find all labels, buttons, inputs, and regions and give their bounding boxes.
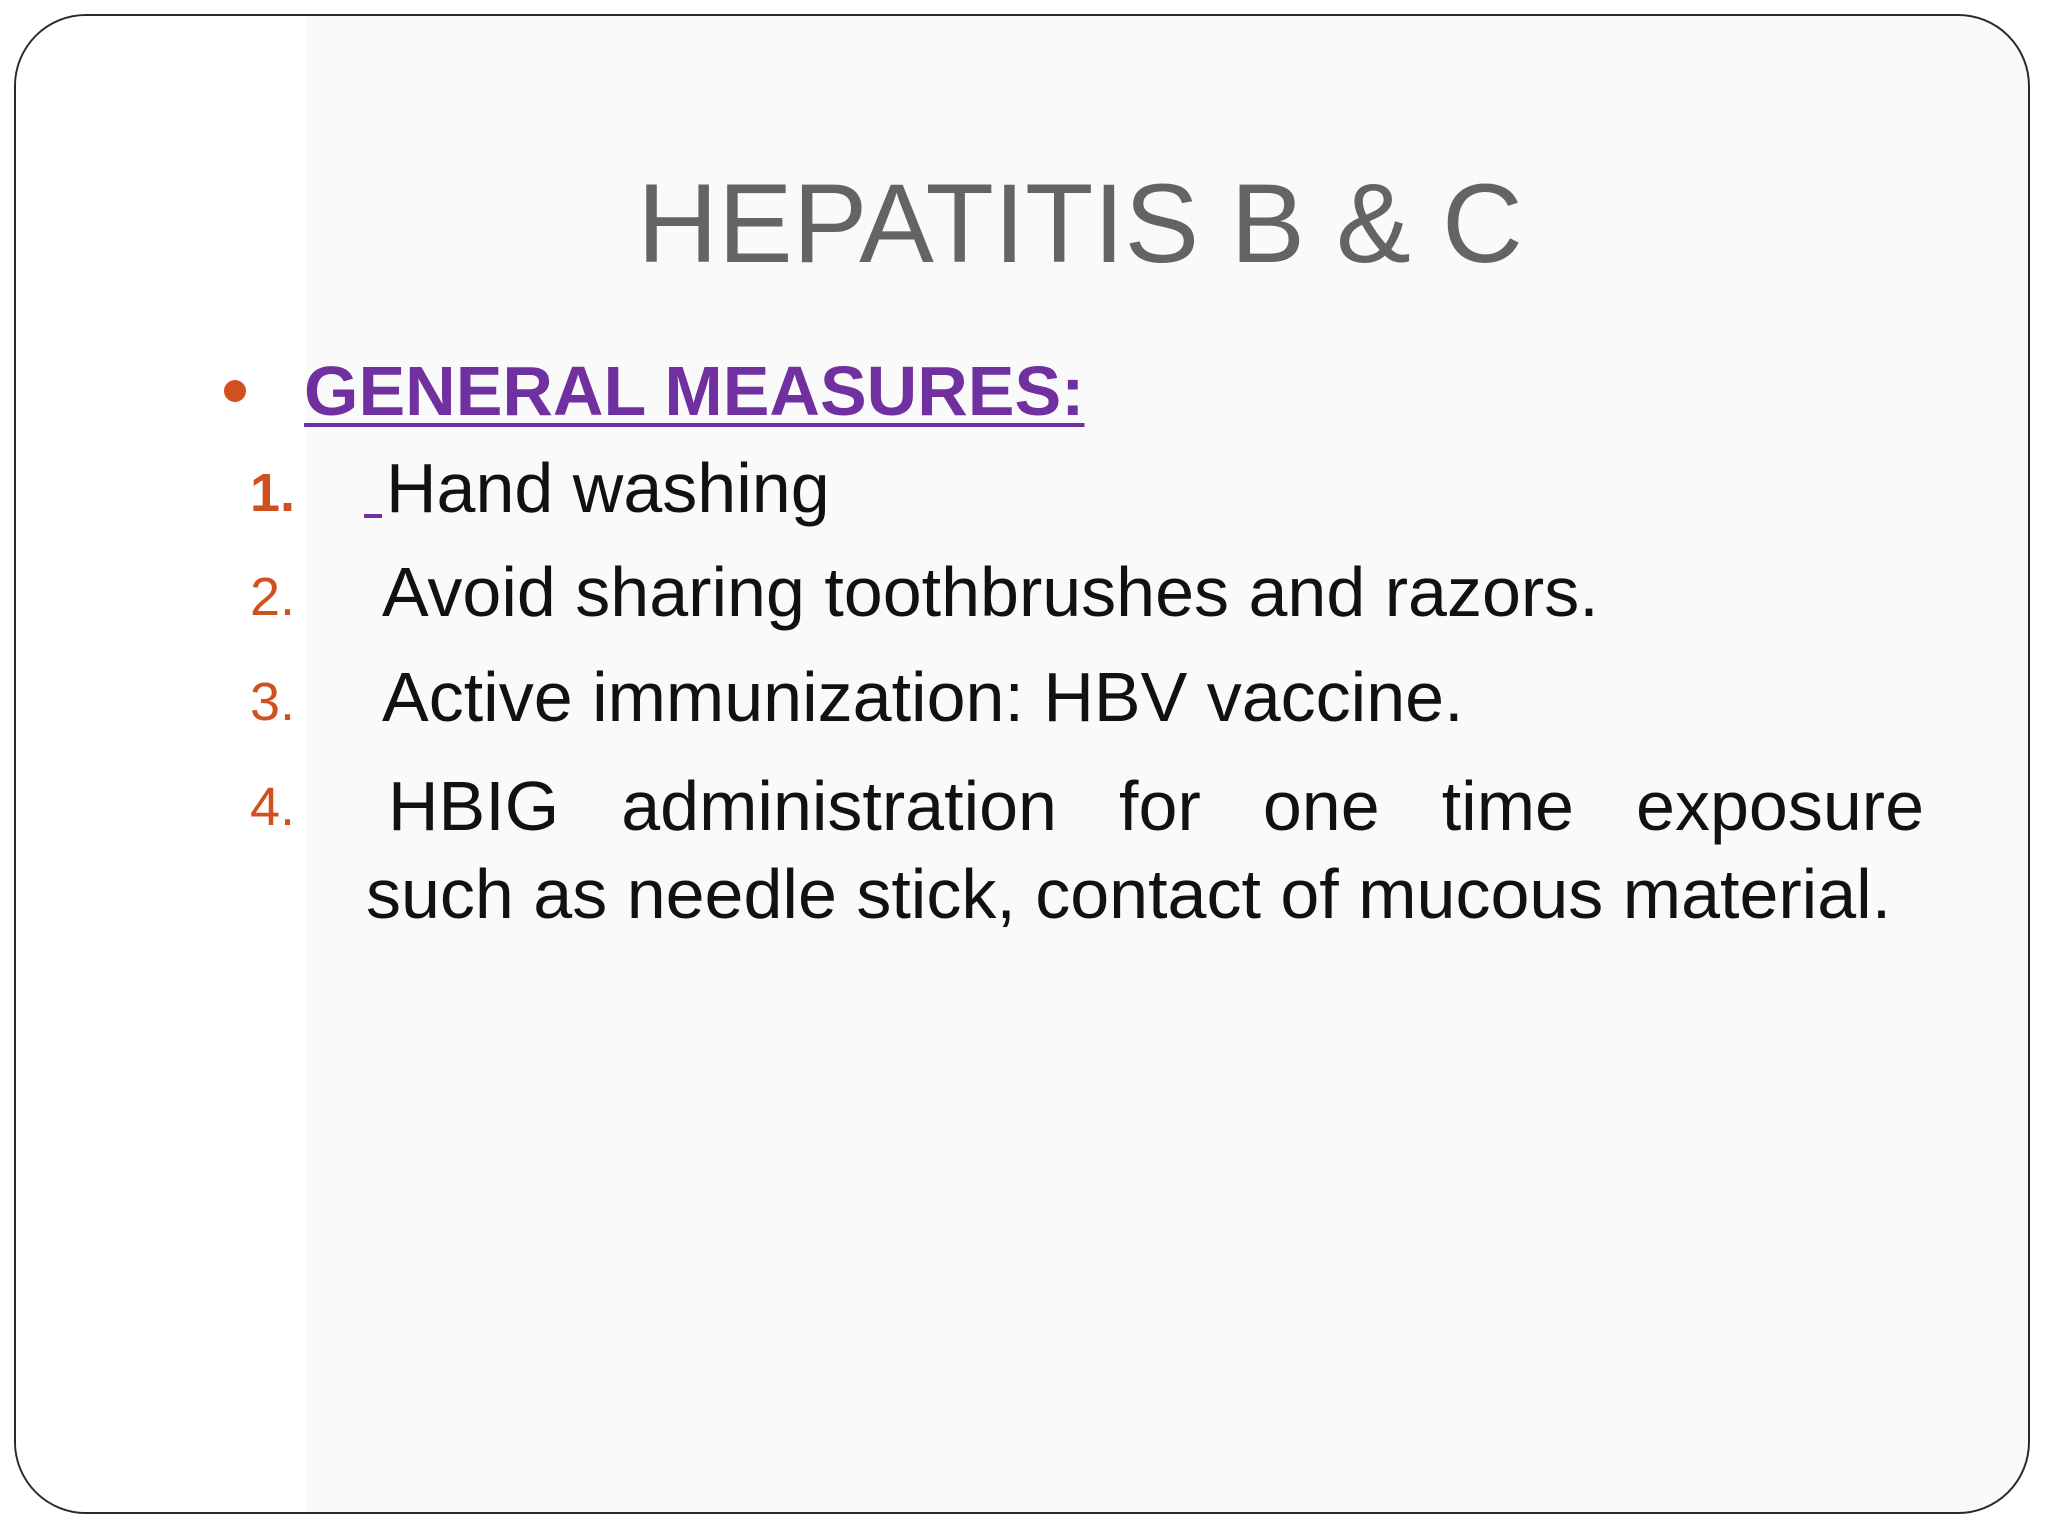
list-number-2: 2. bbox=[250, 567, 296, 627]
section-heading: GENERAL MEASURES: bbox=[304, 352, 1085, 430]
list-text-2: Avoid sharing toothbrushes and razors. bbox=[382, 553, 1599, 631]
list-number-3: 3. bbox=[250, 672, 296, 732]
list-text-4-line1: HBIG administration for one time exposure bbox=[388, 767, 1924, 845]
list-number-4: 4. bbox=[250, 777, 296, 837]
list-text-4 bbox=[366, 762, 1924, 938]
list-number-1: 1. bbox=[250, 463, 296, 523]
heading-row bbox=[224, 346, 1084, 436]
slide-title: HEPATITIS B & C bbox=[637, 161, 1523, 286]
underline-mark bbox=[364, 514, 382, 518]
bullet-dot-icon bbox=[224, 380, 246, 402]
list-text-1-wrapper bbox=[364, 448, 830, 528]
list-text-4-rest: such as needle stick, contact of mucous material. bbox=[366, 855, 1892, 933]
list-text-3: Active immunization: HBV vaccine. bbox=[382, 658, 1464, 736]
list-text-1: Hand washing bbox=[386, 449, 830, 527]
